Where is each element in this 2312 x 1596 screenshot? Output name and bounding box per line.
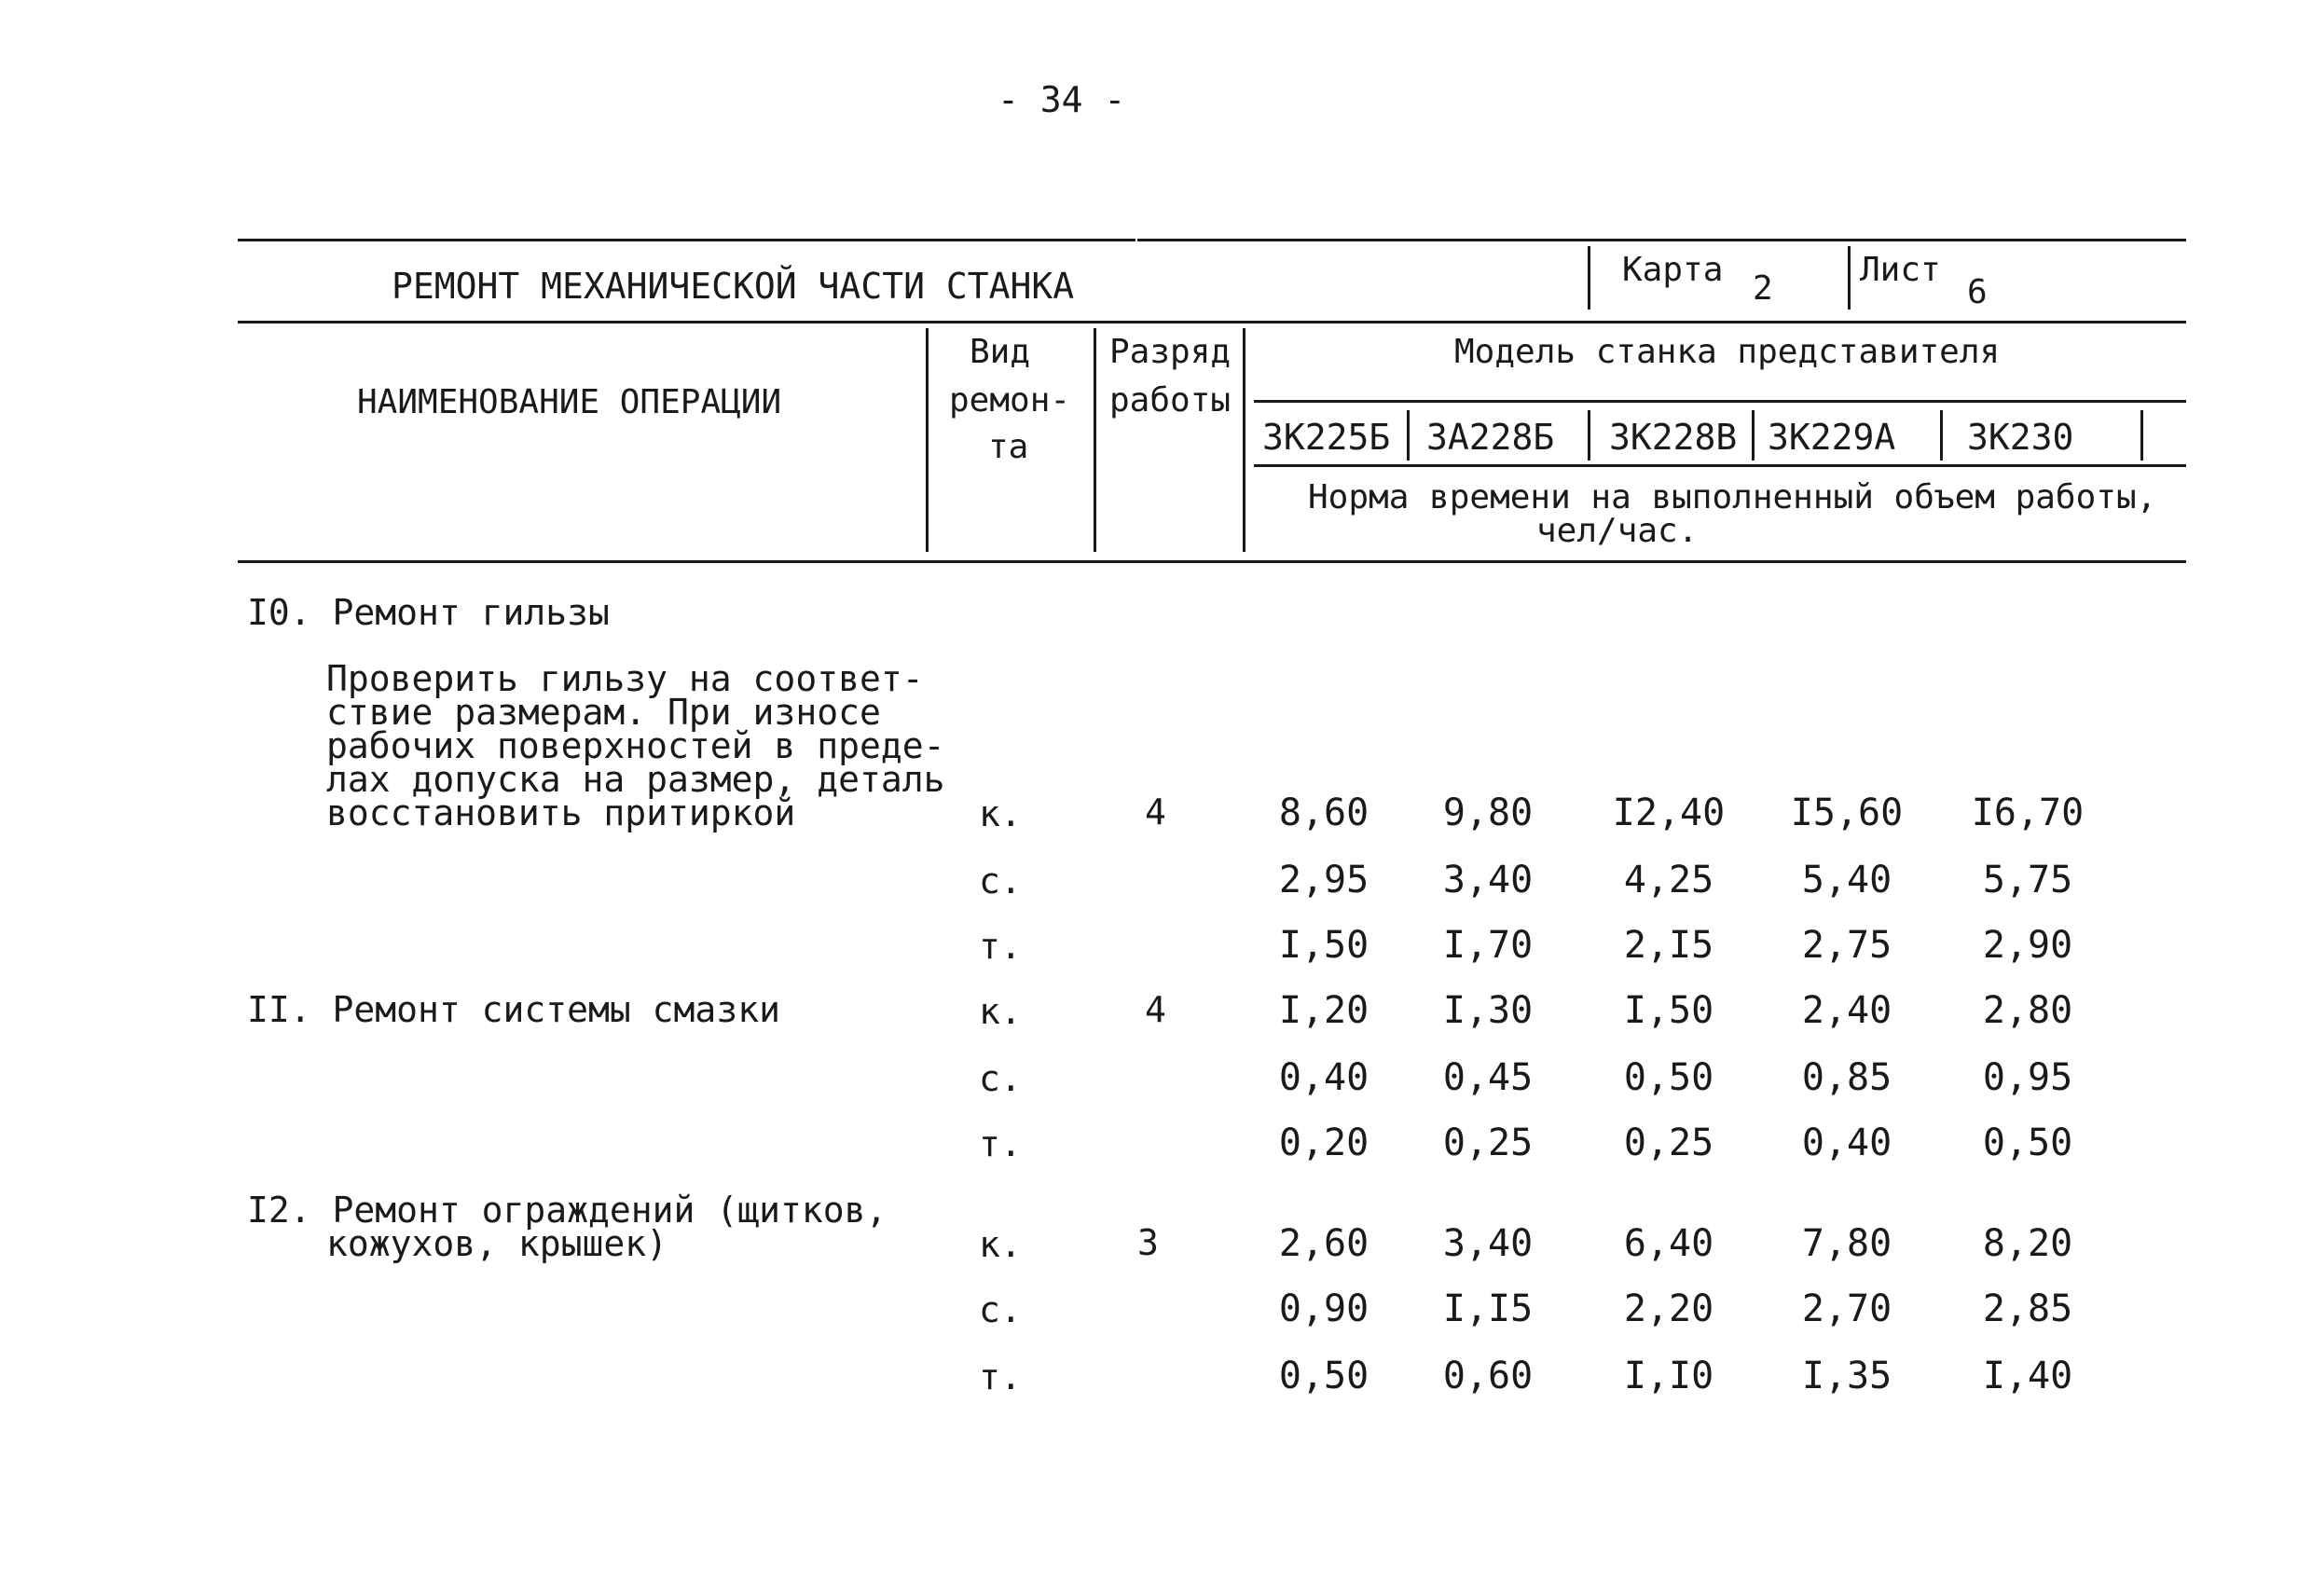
value-3a228b: I,30 xyxy=(1442,989,1534,1032)
card-label: Карта xyxy=(1622,251,1724,289)
operation-title: II. Ремонт системы смазки xyxy=(247,989,780,1030)
model-3k225b: 3К225Б xyxy=(1262,417,1391,458)
value-3k230: 2,85 xyxy=(1982,1287,2073,1330)
value-3a228b: 0,25 xyxy=(1442,1121,1534,1164)
value-3k228v: 4,25 xyxy=(1623,859,1714,901)
sheet-label: Лист xyxy=(1860,251,1941,289)
value-3a228b: 9,80 xyxy=(1442,791,1534,834)
value-3k230: 8,20 xyxy=(1982,1222,2073,1265)
model-3k228v: 3К228В xyxy=(1609,417,1738,458)
value-3k228v: I,50 xyxy=(1623,989,1714,1032)
col-divider-2 xyxy=(1094,328,1096,552)
value-3k230: 2,90 xyxy=(1982,924,2073,967)
operation-description-line: лах допуска на размер, деталь xyxy=(326,759,945,800)
value-3k230: 2,80 xyxy=(1982,989,2073,1032)
value-3k229a: 2,40 xyxy=(1801,989,1892,1032)
sheet-divider xyxy=(1848,246,1851,310)
value-3k225b: 0,50 xyxy=(1278,1355,1369,1397)
col-repair-type-line-3: та xyxy=(988,428,1029,466)
model-divider-3 xyxy=(1752,410,1755,461)
model-divider-4 xyxy=(1940,410,1943,461)
value-3k225b: 0,90 xyxy=(1278,1287,1369,1330)
value-3k230: I,40 xyxy=(1982,1355,2073,1397)
header-bottom-rule xyxy=(238,321,2186,323)
col-repair-type-line-2: ремон- xyxy=(949,381,1071,420)
value-3a228b: I,I5 xyxy=(1442,1287,1534,1330)
value-3k230: I6,70 xyxy=(1971,791,2085,834)
model-3k230: 3К230 xyxy=(1967,417,2074,458)
repair-kind: т. xyxy=(979,1123,1022,1164)
model-row-rule xyxy=(1254,464,2186,467)
norm-label-line-1: Норма времени на выполненный объем работы, xyxy=(1308,478,2157,516)
value-3a228b: 0,45 xyxy=(1442,1056,1534,1099)
repair-kind: т. xyxy=(979,926,1022,967)
value-3k228v: 2,20 xyxy=(1623,1287,1714,1330)
operation-description-line: ствие размерам. При износе xyxy=(326,692,881,733)
value-3k229a: 2,75 xyxy=(1801,924,1892,967)
value-3a228b: 3,40 xyxy=(1442,859,1534,901)
value-3k228v: 0,25 xyxy=(1623,1121,1714,1164)
col-operation-name: НАИМЕНОВАНИЕ ОПЕРАЦИИ xyxy=(357,383,782,421)
repair-kind: к. xyxy=(979,793,1022,834)
operation-grade: 3 xyxy=(1137,1222,1159,1263)
operation-title: I0. Ремонт гильзы xyxy=(247,592,610,633)
value-3k229a: 2,70 xyxy=(1801,1287,1892,1330)
value-3k230: 0,95 xyxy=(1982,1056,2073,1099)
header-top-rule-left xyxy=(238,239,1135,241)
form-title: РЕМОНТ МЕХАНИЧЕСКОЙ ЧАСТИ СТАНКА xyxy=(392,266,1075,307)
value-3k229a: 0,85 xyxy=(1801,1056,1892,1099)
operation-title-continuation: кожухов, крышек) xyxy=(326,1223,668,1264)
repair-kind: с. xyxy=(979,860,1022,901)
model-3a228b: 3А228Б xyxy=(1426,417,1555,458)
operation-title: I2. Ремонт ограждений (щитков, xyxy=(247,1190,888,1231)
operation-description-line: Проверить гильзу на соответ- xyxy=(326,658,924,699)
col-grade-line-2: работы xyxy=(1109,381,1232,420)
card-value: 2 xyxy=(1753,269,1773,308)
value-3k228v: 2,I5 xyxy=(1623,924,1714,967)
model-group-rule xyxy=(1254,400,2186,403)
value-3k225b: 2,95 xyxy=(1278,859,1369,901)
col-grade-line-1: Разряд xyxy=(1109,333,1232,371)
value-3a228b: I,70 xyxy=(1442,924,1534,967)
model-divider-1 xyxy=(1407,410,1410,461)
col-model-group: Модель станка представителя xyxy=(1454,333,2001,371)
header-top-rule-right xyxy=(1137,239,2186,241)
repair-kind: к. xyxy=(979,1224,1022,1265)
value-3k230: 0,50 xyxy=(1982,1121,2073,1164)
card-divider xyxy=(1588,246,1590,310)
value-3k229a: 0,40 xyxy=(1801,1121,1892,1164)
value-3k225b: I,50 xyxy=(1278,924,1369,967)
value-3k228v: 6,40 xyxy=(1623,1222,1714,1265)
operation-description-line: рабочих поверхностей в преде- xyxy=(326,725,945,766)
col-divider-1 xyxy=(926,328,929,552)
sheet-value: 6 xyxy=(1967,273,1988,311)
value-3k229a: I5,60 xyxy=(1790,791,1904,834)
value-3a228b: 0,60 xyxy=(1442,1355,1534,1397)
value-3k225b: 2,60 xyxy=(1278,1222,1369,1265)
repair-kind: т. xyxy=(979,1356,1022,1397)
operation-description-line: восстановить притиркой xyxy=(326,792,796,833)
table-header-bottom-rule xyxy=(238,560,2186,563)
value-3k228v: I2,40 xyxy=(1612,791,1726,834)
model-divider-2 xyxy=(1588,410,1590,461)
col-repair-type-line-1: Вид xyxy=(970,333,1031,371)
model-3k229a: 3К229А xyxy=(1768,417,1896,458)
value-3k225b: 8,60 xyxy=(1278,791,1369,834)
repair-kind: с. xyxy=(979,1058,1022,1099)
value-3k229a: 7,80 xyxy=(1801,1222,1892,1265)
repair-kind: к. xyxy=(979,991,1022,1032)
repair-kind: с. xyxy=(979,1289,1022,1330)
value-3k230: 5,75 xyxy=(1982,859,2073,901)
value-3k225b: 0,40 xyxy=(1278,1056,1369,1099)
value-3k229a: I,35 xyxy=(1801,1355,1892,1397)
page-number: - 34 - xyxy=(998,79,1126,120)
norm-label-line-2: чел/час. xyxy=(1536,512,1699,550)
operation-grade: 4 xyxy=(1145,791,1166,832)
value-3k228v: 0,50 xyxy=(1623,1056,1714,1099)
operation-grade: 4 xyxy=(1145,989,1166,1030)
value-3k228v: I,I0 xyxy=(1623,1355,1714,1397)
model-divider-5 xyxy=(2140,410,2143,461)
value-3a228b: 3,40 xyxy=(1442,1222,1534,1265)
value-3k229a: 5,40 xyxy=(1801,859,1892,901)
value-3k225b: I,20 xyxy=(1278,989,1369,1032)
value-3k225b: 0,20 xyxy=(1278,1121,1369,1164)
col-divider-3 xyxy=(1243,328,1245,552)
